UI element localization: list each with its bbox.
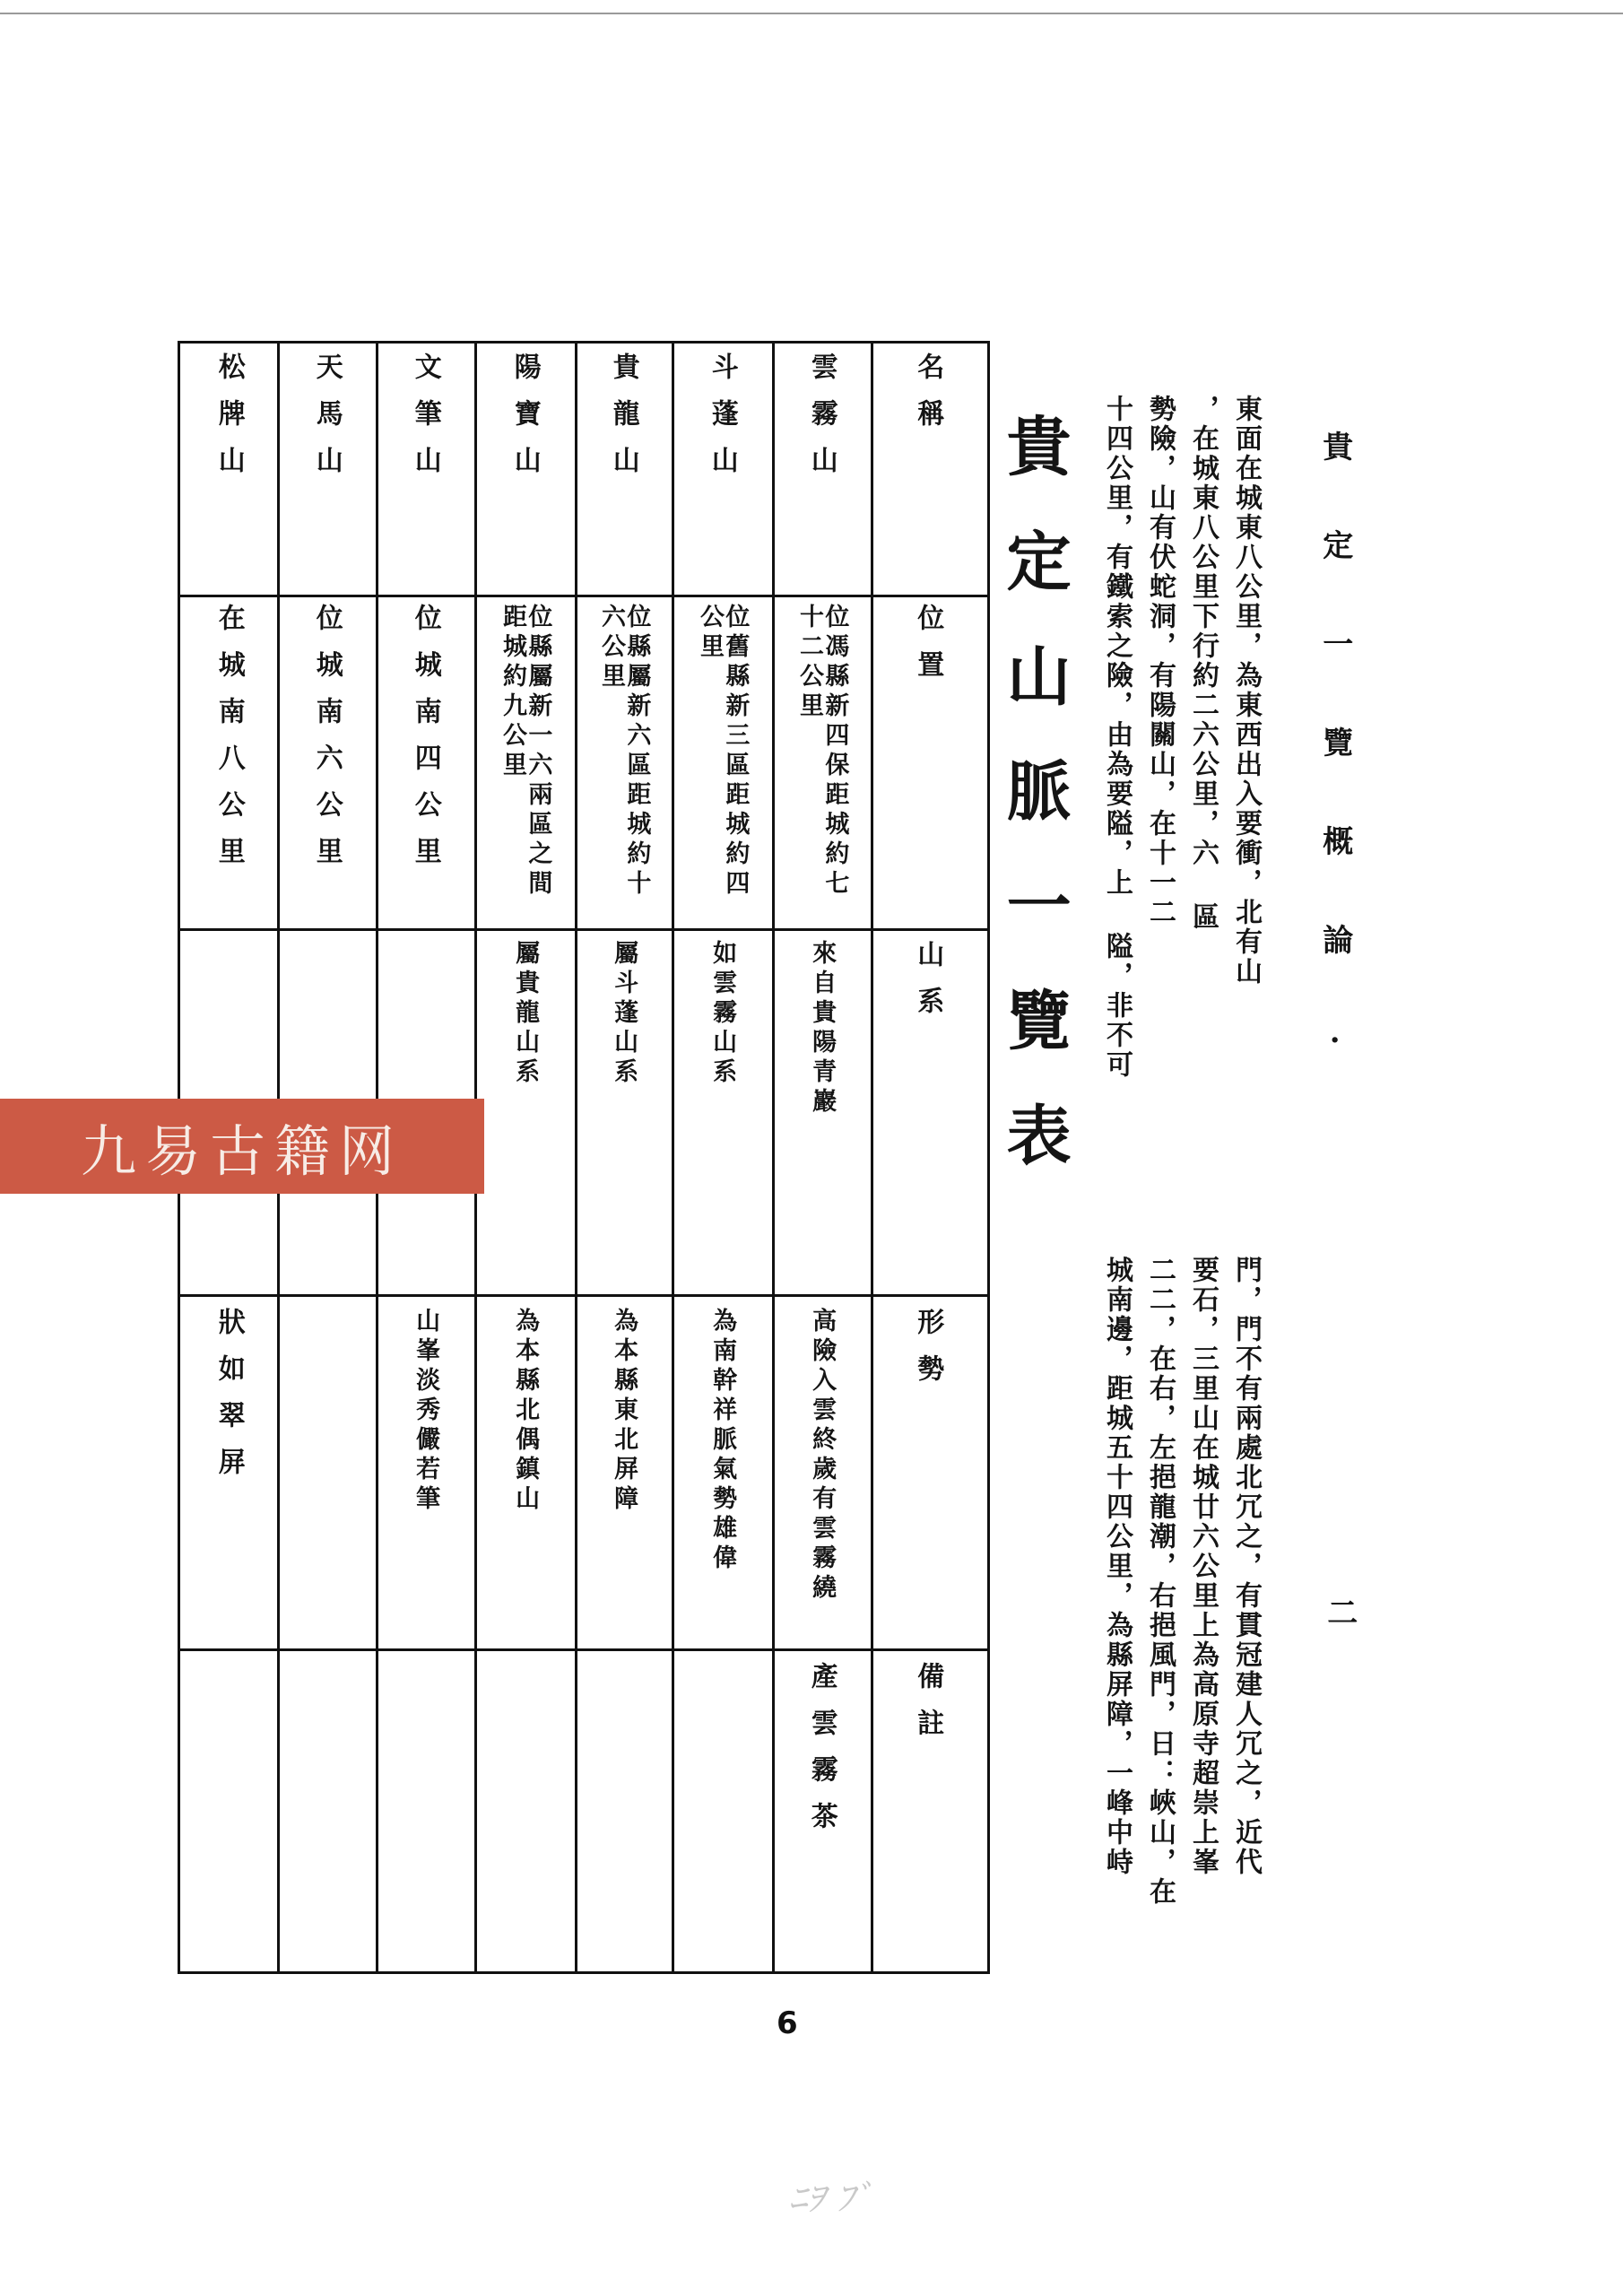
row-divider <box>180 1294 987 1297</box>
cell-form: 山峯淡秀儼若筆 <box>412 1308 440 1515</box>
header-name: 名稱 <box>912 352 944 446</box>
cell-system: 來自貴陽青巖 <box>808 940 837 1118</box>
cell-name: 文筆山 <box>409 352 441 492</box>
cell-form: 為本縣東北屏障 <box>610 1308 638 1515</box>
prose-line: 十四公里，有鐵索之險，由為要隘，上 隘，非不可 <box>1101 395 1133 1080</box>
row-divider <box>180 928 987 931</box>
prose-column <box>1228 395 1260 2009</box>
cell-position: 位馮縣新四保距城約七十二公里 <box>795 604 849 900</box>
prose-line: ，在城東八公里下行約二六公里，六 區 <box>1187 395 1219 932</box>
prose-line: 東面在城東八公里，為東西出入要衝，北有山 <box>1230 395 1262 987</box>
prose-line: 勢險，山有伏蛇洞，有陽關山，在十一二 <box>1144 395 1176 927</box>
prose-column <box>1098 395 1131 2009</box>
row-divider <box>180 1648 987 1651</box>
prose-column <box>1185 395 1217 2009</box>
prose-line: 城南邊，距城五十四公里，為縣屏障，一峰中峙 <box>1101 1256 1133 1877</box>
cell-name: 天馬山 <box>310 352 343 492</box>
cell-position: 位縣屬新六區距城約十六公里 <box>597 604 651 900</box>
header-position: 位置 <box>912 604 944 697</box>
watermark-banner: 九易古籍网 <box>0 1099 484 1194</box>
cell-system: 屬貴龍山系 <box>511 940 540 1088</box>
page-number: 6 <box>777 2005 798 2041</box>
top-border-line <box>0 13 1623 14</box>
cell-form: 狀如翠屏 <box>213 1308 245 1494</box>
cell-name: 松牌山 <box>213 352 245 492</box>
cell-remarks: 產雲霧茶 <box>805 1662 838 1848</box>
prose-column <box>1141 395 1174 2009</box>
cell-name: 雲霧山 <box>805 352 838 492</box>
running-header: 貴 定 一 覽 概 論 · <box>1316 430 1353 1074</box>
cell-position: 位舊縣新三區距城約四公里 <box>696 604 750 900</box>
prose-line: 門，門不有兩處北冗之，有貫冠建人冗之，近代 <box>1230 1256 1262 1877</box>
cell-position: 位縣屬新一六兩區之間距城約九公里 <box>499 604 552 900</box>
header-remarks: 備註 <box>912 1662 944 1755</box>
cell-system: 如雲霧山系 <box>708 940 737 1088</box>
cell-name: 斗蓬山 <box>706 352 738 492</box>
cell-position: 位城南四公里 <box>409 604 441 883</box>
cell-name: 陽寶山 <box>508 352 541 492</box>
table-title: 貴定山脈一覽表 <box>995 413 1072 1216</box>
cell-system: 屬斗蓬山系 <box>610 940 638 1088</box>
cell-position: 在城南八公里 <box>213 604 245 883</box>
cell-name: 貴龍山 <box>607 352 639 492</box>
cell-form: 為本縣北偶鎮山 <box>511 1308 540 1515</box>
header-system: 山系 <box>912 940 944 1033</box>
row-divider <box>180 595 987 597</box>
scan-artifact: ﾆｦ ﾌﾞ <box>789 2179 872 2220</box>
cell-form: 高險入雲終歲有雲霧繞 <box>808 1308 837 1604</box>
side-page-number: 二 <box>1321 1596 1358 1627</box>
prose-line: 要石，三里山在城廿六公里上為高原寺超崇上峯 <box>1187 1256 1219 1877</box>
cell-form: 為南幹祥脈氣勢雄偉 <box>708 1308 737 1574</box>
prose-line: 二二，在右，左挹龍潮，右挹風門，日：峽山，在 <box>1144 1256 1176 1907</box>
header-form: 形勢 <box>912 1308 944 1401</box>
cell-position: 位城南六公里 <box>310 604 343 883</box>
prose-text <box>1098 395 1260 2009</box>
